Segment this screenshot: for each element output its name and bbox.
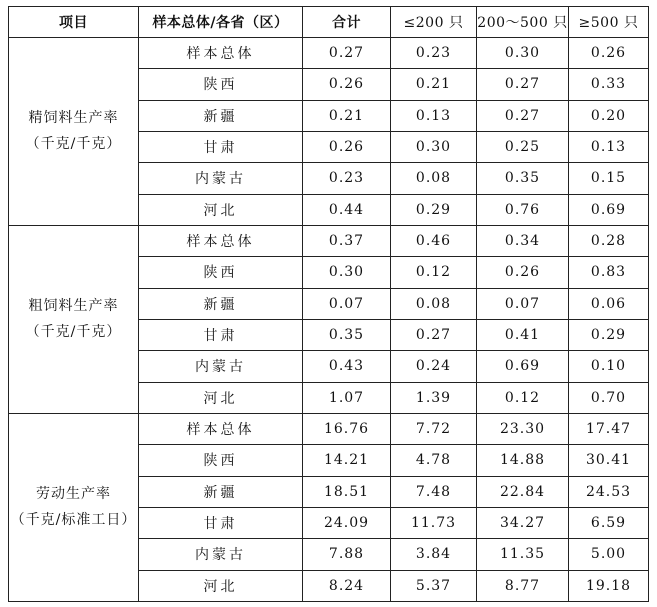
total-cell: 0.07 [303, 288, 391, 319]
header-le200: ≤200 只 [391, 7, 477, 38]
header-item: 项目 [9, 7, 139, 38]
le200-cell: 0.13 [391, 100, 477, 131]
item-label: 劳动生产率 [36, 485, 111, 502]
le200-cell: 0.46 [391, 225, 477, 256]
table-row [9, 413, 649, 444]
ge500-cell: 5.00 [569, 539, 649, 570]
total-cell: 1.07 [303, 382, 391, 413]
total-cell: 18.51 [303, 476, 391, 507]
total-cell: 0.35 [303, 319, 391, 350]
item-unit: （千克/千克） [25, 136, 122, 153]
le200-cell: 4.78 [391, 445, 477, 476]
mid-cell: 0.07 [477, 288, 569, 319]
le200-cell: 7.72 [391, 413, 477, 444]
region-cell: 样本总体 [139, 225, 303, 256]
region-cell: 陕西 [139, 445, 303, 476]
table-row [9, 225, 649, 256]
ge500-cell: 0.06 [569, 288, 649, 319]
item-label-cell [9, 413, 139, 601]
item-unit: （千克/千克） [25, 324, 122, 341]
ge500-cell: 0.70 [569, 382, 649, 413]
ge500-cell: 0.83 [569, 257, 649, 288]
item-unit: （千克/标准工日） [10, 512, 137, 529]
mid-cell: 34.27 [477, 507, 569, 538]
mid-cell: 0.35 [477, 163, 569, 194]
item-label: 精饲料生产率 [28, 109, 119, 126]
item-label-cell [9, 38, 139, 226]
total-cell: 24.09 [303, 507, 391, 538]
mid-cell: 11.35 [477, 539, 569, 570]
ge500-cell: 0.13 [569, 131, 649, 162]
mid-cell: 0.76 [477, 194, 569, 225]
header-ge500: ≥500 只 [569, 7, 649, 38]
total-cell: 16.76 [303, 413, 391, 444]
le200-cell: 0.27 [391, 319, 477, 350]
table-header [9, 7, 649, 38]
header-row [9, 7, 649, 38]
le200-cell: 0.12 [391, 257, 477, 288]
ge500-cell: 30.41 [569, 445, 649, 476]
region-cell: 新疆 [139, 100, 303, 131]
le200-cell: 0.29 [391, 194, 477, 225]
mid-cell: 0.27 [477, 100, 569, 131]
region-cell: 新疆 [139, 288, 303, 319]
total-cell: 0.30 [303, 257, 391, 288]
mid-cell: 8.77 [477, 570, 569, 601]
header-200-500: 200～500 只 [477, 7, 569, 38]
region-cell: 河北 [139, 194, 303, 225]
ge500-cell: 0.29 [569, 319, 649, 350]
table-body [9, 38, 649, 602]
region-cell: 陕西 [139, 257, 303, 288]
total-cell: 0.27 [303, 38, 391, 69]
le200-cell: 1.39 [391, 382, 477, 413]
region-cell: 样本总体 [139, 413, 303, 444]
table-row [9, 38, 649, 69]
le200-cell: 5.37 [391, 570, 477, 601]
ge500-cell: 24.53 [569, 476, 649, 507]
ge500-cell: 6.59 [569, 507, 649, 538]
mid-cell: 0.69 [477, 351, 569, 382]
header-region: 样本总体/各省（区） [139, 7, 303, 38]
total-cell: 0.26 [303, 131, 391, 162]
ge500-cell: 0.15 [569, 163, 649, 194]
mid-cell: 14.88 [477, 445, 569, 476]
region-cell: 河北 [139, 382, 303, 413]
mid-cell: 23.30 [477, 413, 569, 444]
le200-cell: 0.21 [391, 69, 477, 100]
ge500-cell: 0.28 [569, 225, 649, 256]
le200-cell: 0.23 [391, 38, 477, 69]
le200-cell: 0.30 [391, 131, 477, 162]
mid-cell: 22.84 [477, 476, 569, 507]
total-cell: 0.43 [303, 351, 391, 382]
region-cell: 内蒙古 [139, 351, 303, 382]
ge500-cell: 0.69 [569, 194, 649, 225]
total-cell: 7.88 [303, 539, 391, 570]
mid-cell: 0.34 [477, 225, 569, 256]
le200-cell: 7.48 [391, 476, 477, 507]
mid-cell: 0.25 [477, 131, 569, 162]
ge500-cell: 0.26 [569, 38, 649, 69]
region-cell: 甘肃 [139, 131, 303, 162]
ge500-cell: 0.20 [569, 100, 649, 131]
region-cell: 新疆 [139, 476, 303, 507]
le200-cell: 11.73 [391, 507, 477, 538]
region-cell: 内蒙古 [139, 539, 303, 570]
le200-cell: 3.84 [391, 539, 477, 570]
data-table [8, 6, 649, 602]
region-cell: 甘肃 [139, 319, 303, 350]
mid-cell: 0.12 [477, 382, 569, 413]
total-cell: 0.26 [303, 69, 391, 100]
mid-cell: 0.26 [477, 257, 569, 288]
total-cell: 0.21 [303, 100, 391, 131]
item-label-cell [9, 225, 139, 413]
ge500-cell: 0.10 [569, 351, 649, 382]
mid-cell: 0.41 [477, 319, 569, 350]
region-cell: 样本总体 [139, 38, 303, 69]
region-cell: 内蒙古 [139, 163, 303, 194]
item-label: 粗饲料生产率 [28, 297, 119, 314]
header-total: 合计 [303, 7, 391, 38]
le200-cell: 0.08 [391, 288, 477, 319]
total-cell: 0.23 [303, 163, 391, 194]
ge500-cell: 17.47 [569, 413, 649, 444]
total-cell: 8.24 [303, 570, 391, 601]
region-cell: 陕西 [139, 69, 303, 100]
ge500-cell: 19.18 [569, 570, 649, 601]
total-cell: 14.21 [303, 445, 391, 476]
region-cell: 河北 [139, 570, 303, 601]
le200-cell: 0.08 [391, 163, 477, 194]
mid-cell: 0.27 [477, 69, 569, 100]
total-cell: 0.44 [303, 194, 391, 225]
le200-cell: 0.24 [391, 351, 477, 382]
ge500-cell: 0.33 [569, 69, 649, 100]
region-cell: 甘肃 [139, 507, 303, 538]
mid-cell: 0.30 [477, 38, 569, 69]
total-cell: 0.37 [303, 225, 391, 256]
